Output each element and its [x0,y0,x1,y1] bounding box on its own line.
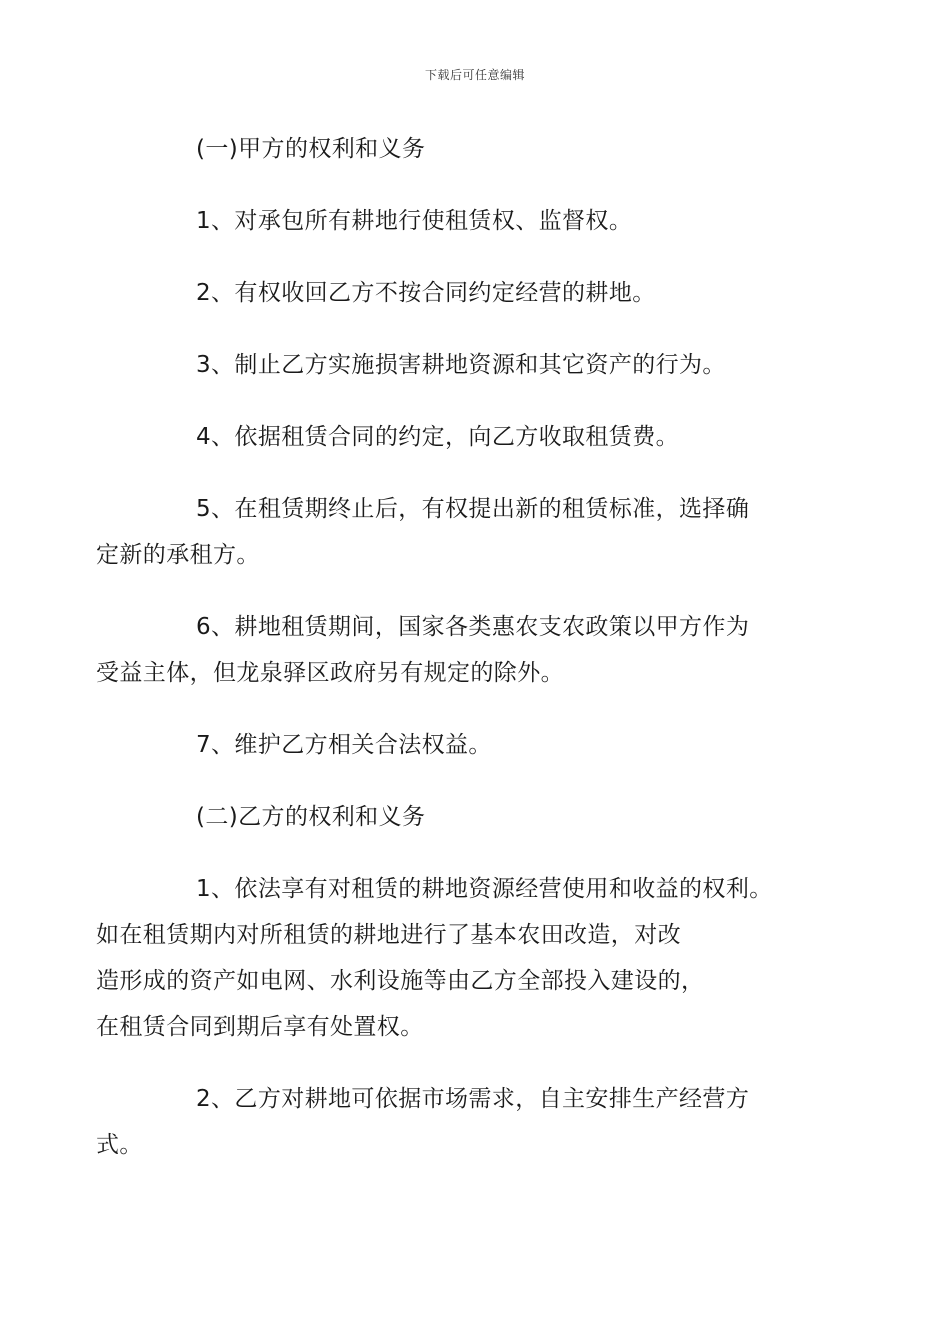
paragraph-line: 在租赁合同到期后享有处置权。 [96,1014,424,1040]
paragraph-line: (一)甲方的权利和义务 [196,136,426,162]
paragraph-line: 2、有权收回乙方不按合同约定经营的耕地。 [196,280,656,306]
clause-a6 [96,604,816,696]
document-body [96,126,816,1194]
paragraph-line: (二)乙方的权利和义务 [196,804,426,830]
clause-a3 [146,342,816,388]
paragraph-line: 1、依法享有对租赁的耕地资源经营使用和收益的权利。 [196,876,773,902]
paragraph-line: 1、对承包所有耕地行使租赁权、监督权。 [196,208,633,234]
clause-a5 [96,486,816,578]
clause-a2 [146,270,816,316]
paragraph-line: 4、依据租赁合同的约定，向乙方收取租赁费。 [196,424,680,450]
paragraph-line: 定新的承租方。 [96,542,260,568]
section-heading-party-a [146,126,816,172]
page-header: 下载后可任意编辑 [424,68,525,82]
paragraph-line: 7、维护乙方相关合法权益。 [196,732,492,758]
clause-b1 [96,866,816,1050]
paragraph-line: 受益主体，但龙泉驿区政府另有规定的除外。 [96,660,564,686]
paragraph-line: 5、在租赁期终止后，有权提出新的租赁标准，选择确 [196,496,750,522]
paragraph-line: 2、乙方对耕地可依据市场需求，自主安排生产经营方 [196,1086,750,1112]
paragraph-line: 3、制止乙方实施损害耕地资源和其它资产的行为。 [196,352,726,378]
paragraph-line: 式。 [96,1132,143,1158]
clause-b2 [96,1076,816,1168]
clause-a7 [146,722,816,768]
section-heading-party-b [146,794,816,840]
paragraph-line: 如在租赁期内对所租赁的耕地进行了基本农田改造，对改 [96,922,681,948]
clause-a4 [146,414,816,460]
paragraph-line: 6、耕地租赁期间，国家各类惠农支农政策以甲方作为 [196,614,750,640]
paragraph-line: 造形成的资产如电网、水利设施等由乙方全部投入建设的， [96,968,705,994]
clause-a1 [146,198,816,244]
